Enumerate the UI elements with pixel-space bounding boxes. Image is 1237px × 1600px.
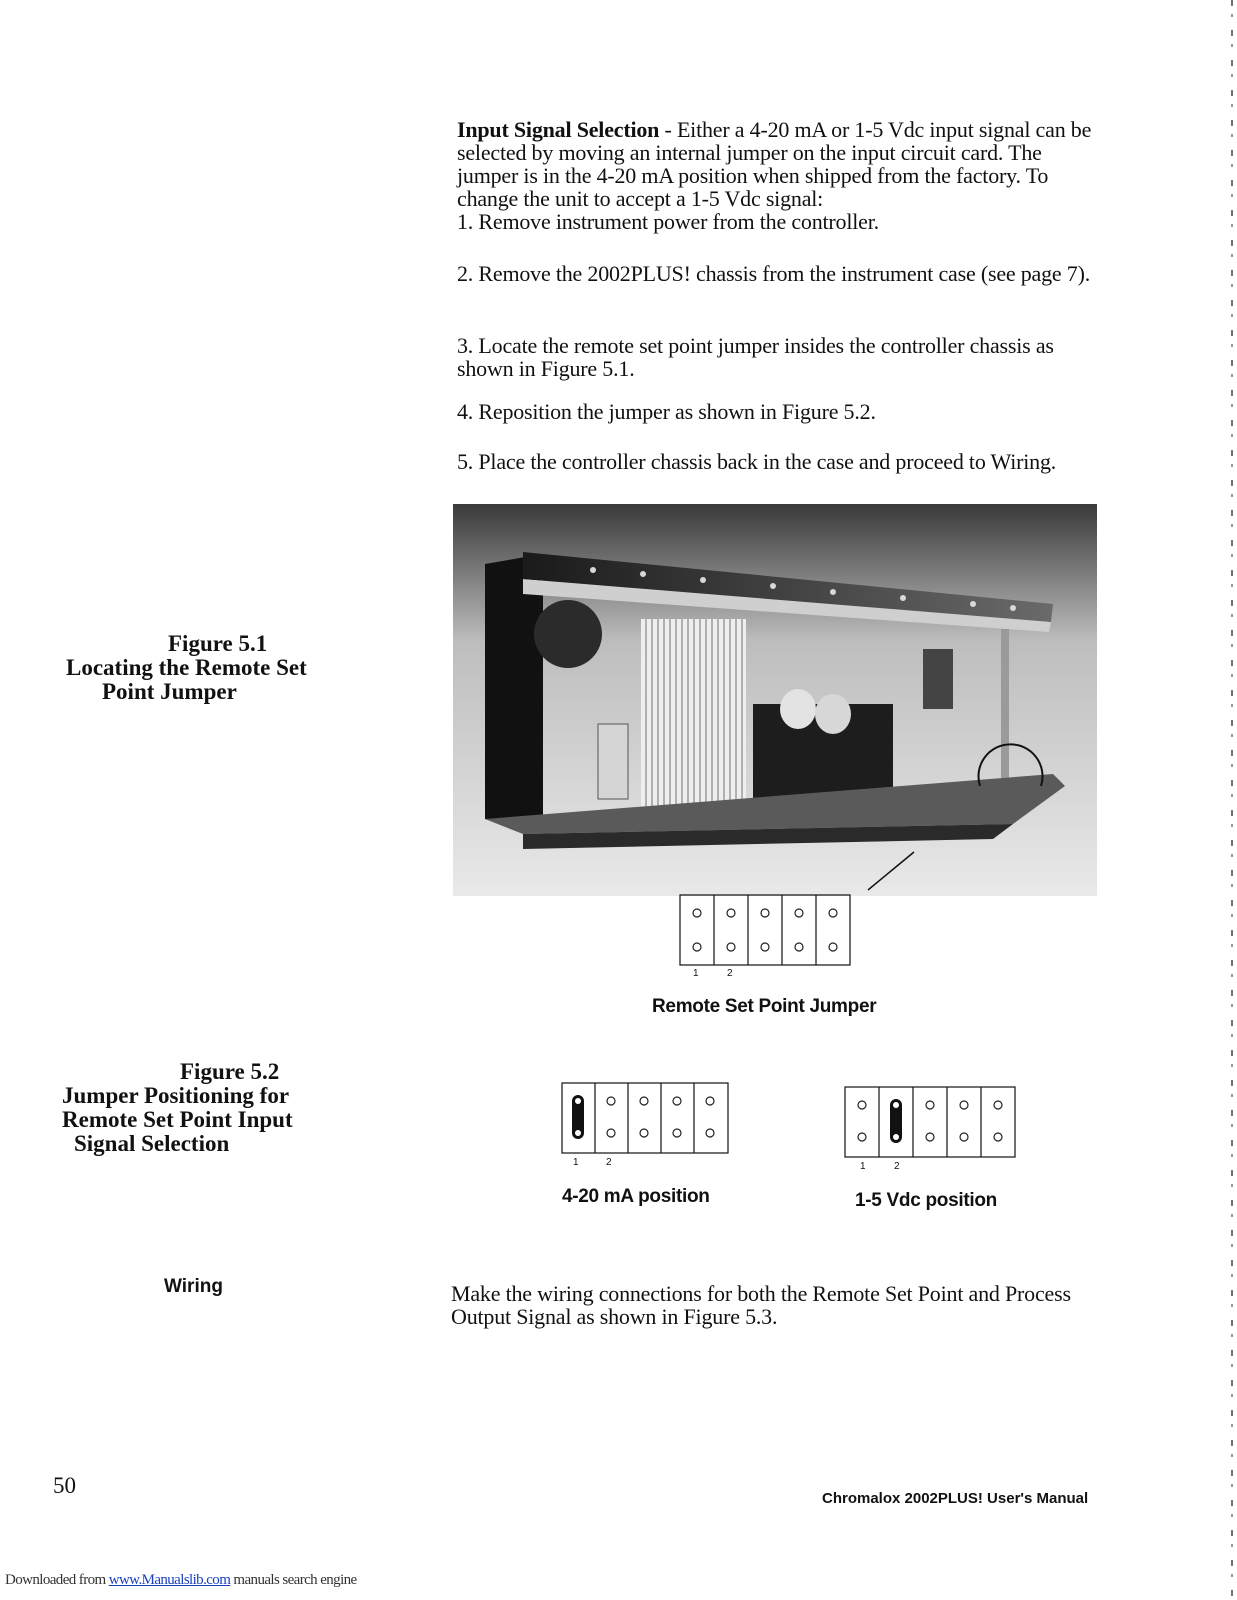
figure-5-2-title-line2: Remote Set Point Input — [62, 1107, 293, 1132]
figure-5-1-caption — [66, 632, 307, 704]
wiring-heading: Wiring — [164, 1276, 223, 1297]
jumper-4-20ma-diagram — [560, 1081, 732, 1161]
manualslib-link[interactable]: www.Manualslib.com — [108, 1572, 231, 1588]
jumper-1-5-vdc-diagram — [843, 1085, 1019, 1165]
page-number: 50 — [53, 1473, 76, 1498]
figure-5-1-title-line2: Point Jumper — [102, 679, 237, 704]
download-prefix: Downloaded from — [5, 1572, 109, 1588]
pin-1-label-4-20: 1 — [573, 1157, 579, 1168]
step-1: 1. Remove instrument power from the controller. — [457, 209, 879, 234]
figure-5-2-caption — [62, 1060, 293, 1156]
step-3: 3. Locate the remote set point jumper insides the controller chassis as shown in Figure 5.1. — [457, 333, 1054, 381]
label-4-20-ma-position: 4-20 mA position — [562, 1186, 710, 1207]
label-1-5-vdc-position: 1-5 Vdc position — [855, 1190, 997, 1211]
manual-title: Chromalox 2002PLUS! User's Manual — [822, 1490, 1089, 1507]
intro-heading: Input Signal Selection — [457, 117, 660, 142]
standoff-post — [1001, 629, 1009, 779]
front-panel — [485, 554, 543, 834]
download-suffix: manuals search engine — [230, 1572, 357, 1588]
step-2: 2. Remove the 2002PLUS! chassis from the instrument case (see page 7). — [457, 261, 1091, 286]
pin-2-label-1-5: 2 — [894, 1161, 900, 1172]
remote-set-point-jumper-diagram — [678, 893, 854, 985]
remote-set-point-jumper-label: Remote Set Point Jumper — [652, 996, 877, 1017]
pointer-line — [860, 850, 920, 900]
step-4: 4. Reposition the jumper as shown in Figure 5.2. — [457, 399, 876, 424]
fan-grille — [534, 600, 602, 668]
figure-5-2-title-line1: Jumper Positioning for — [62, 1083, 290, 1108]
figure-5-1-number: Figure 5.1 — [168, 631, 268, 656]
intro-text: - Either a 4-20 mA or 1-5 Vdc input signal can be selected by moving an internal jumper on the input circuit card. The jumper is in the 4-20 mA position when shipped from the factory. To change the unit to accept a 1-5 Vdc signal: — [457, 117, 1092, 211]
pin-1-label: 1 — [693, 968, 699, 979]
wiring-paragraph: Make the wiring connections for both the Remote Set Point and Process Output Signal as shown in Figure 5.3. — [451, 1281, 1071, 1329]
capacitor — [598, 724, 628, 799]
controller-chassis-photo — [453, 504, 1097, 896]
step-5: 5. Place the controller chassis back in the case and proceed to Wiring. — [457, 449, 1057, 474]
ribbon-cable — [641, 619, 746, 809]
figure-5-2-title-line3: Signal Selection — [74, 1131, 230, 1156]
figure-5-2-number: Figure 5.2 — [180, 1059, 280, 1084]
relay — [923, 649, 953, 709]
figure-5-1-title-line1: Locating the Remote Set — [66, 655, 307, 680]
pin-1-label-1-5: 1 — [860, 1161, 866, 1172]
download-footer — [5, 1572, 357, 1589]
pin-2-label-4-20: 2 — [606, 1157, 612, 1168]
transformer-coil-right — [815, 694, 851, 734]
pin-2-label: 2 — [727, 968, 733, 979]
transformer-coil-left — [780, 689, 816, 729]
scan-edge-artifact — [1231, 0, 1233, 1600]
intro-paragraph — [457, 118, 1107, 233]
